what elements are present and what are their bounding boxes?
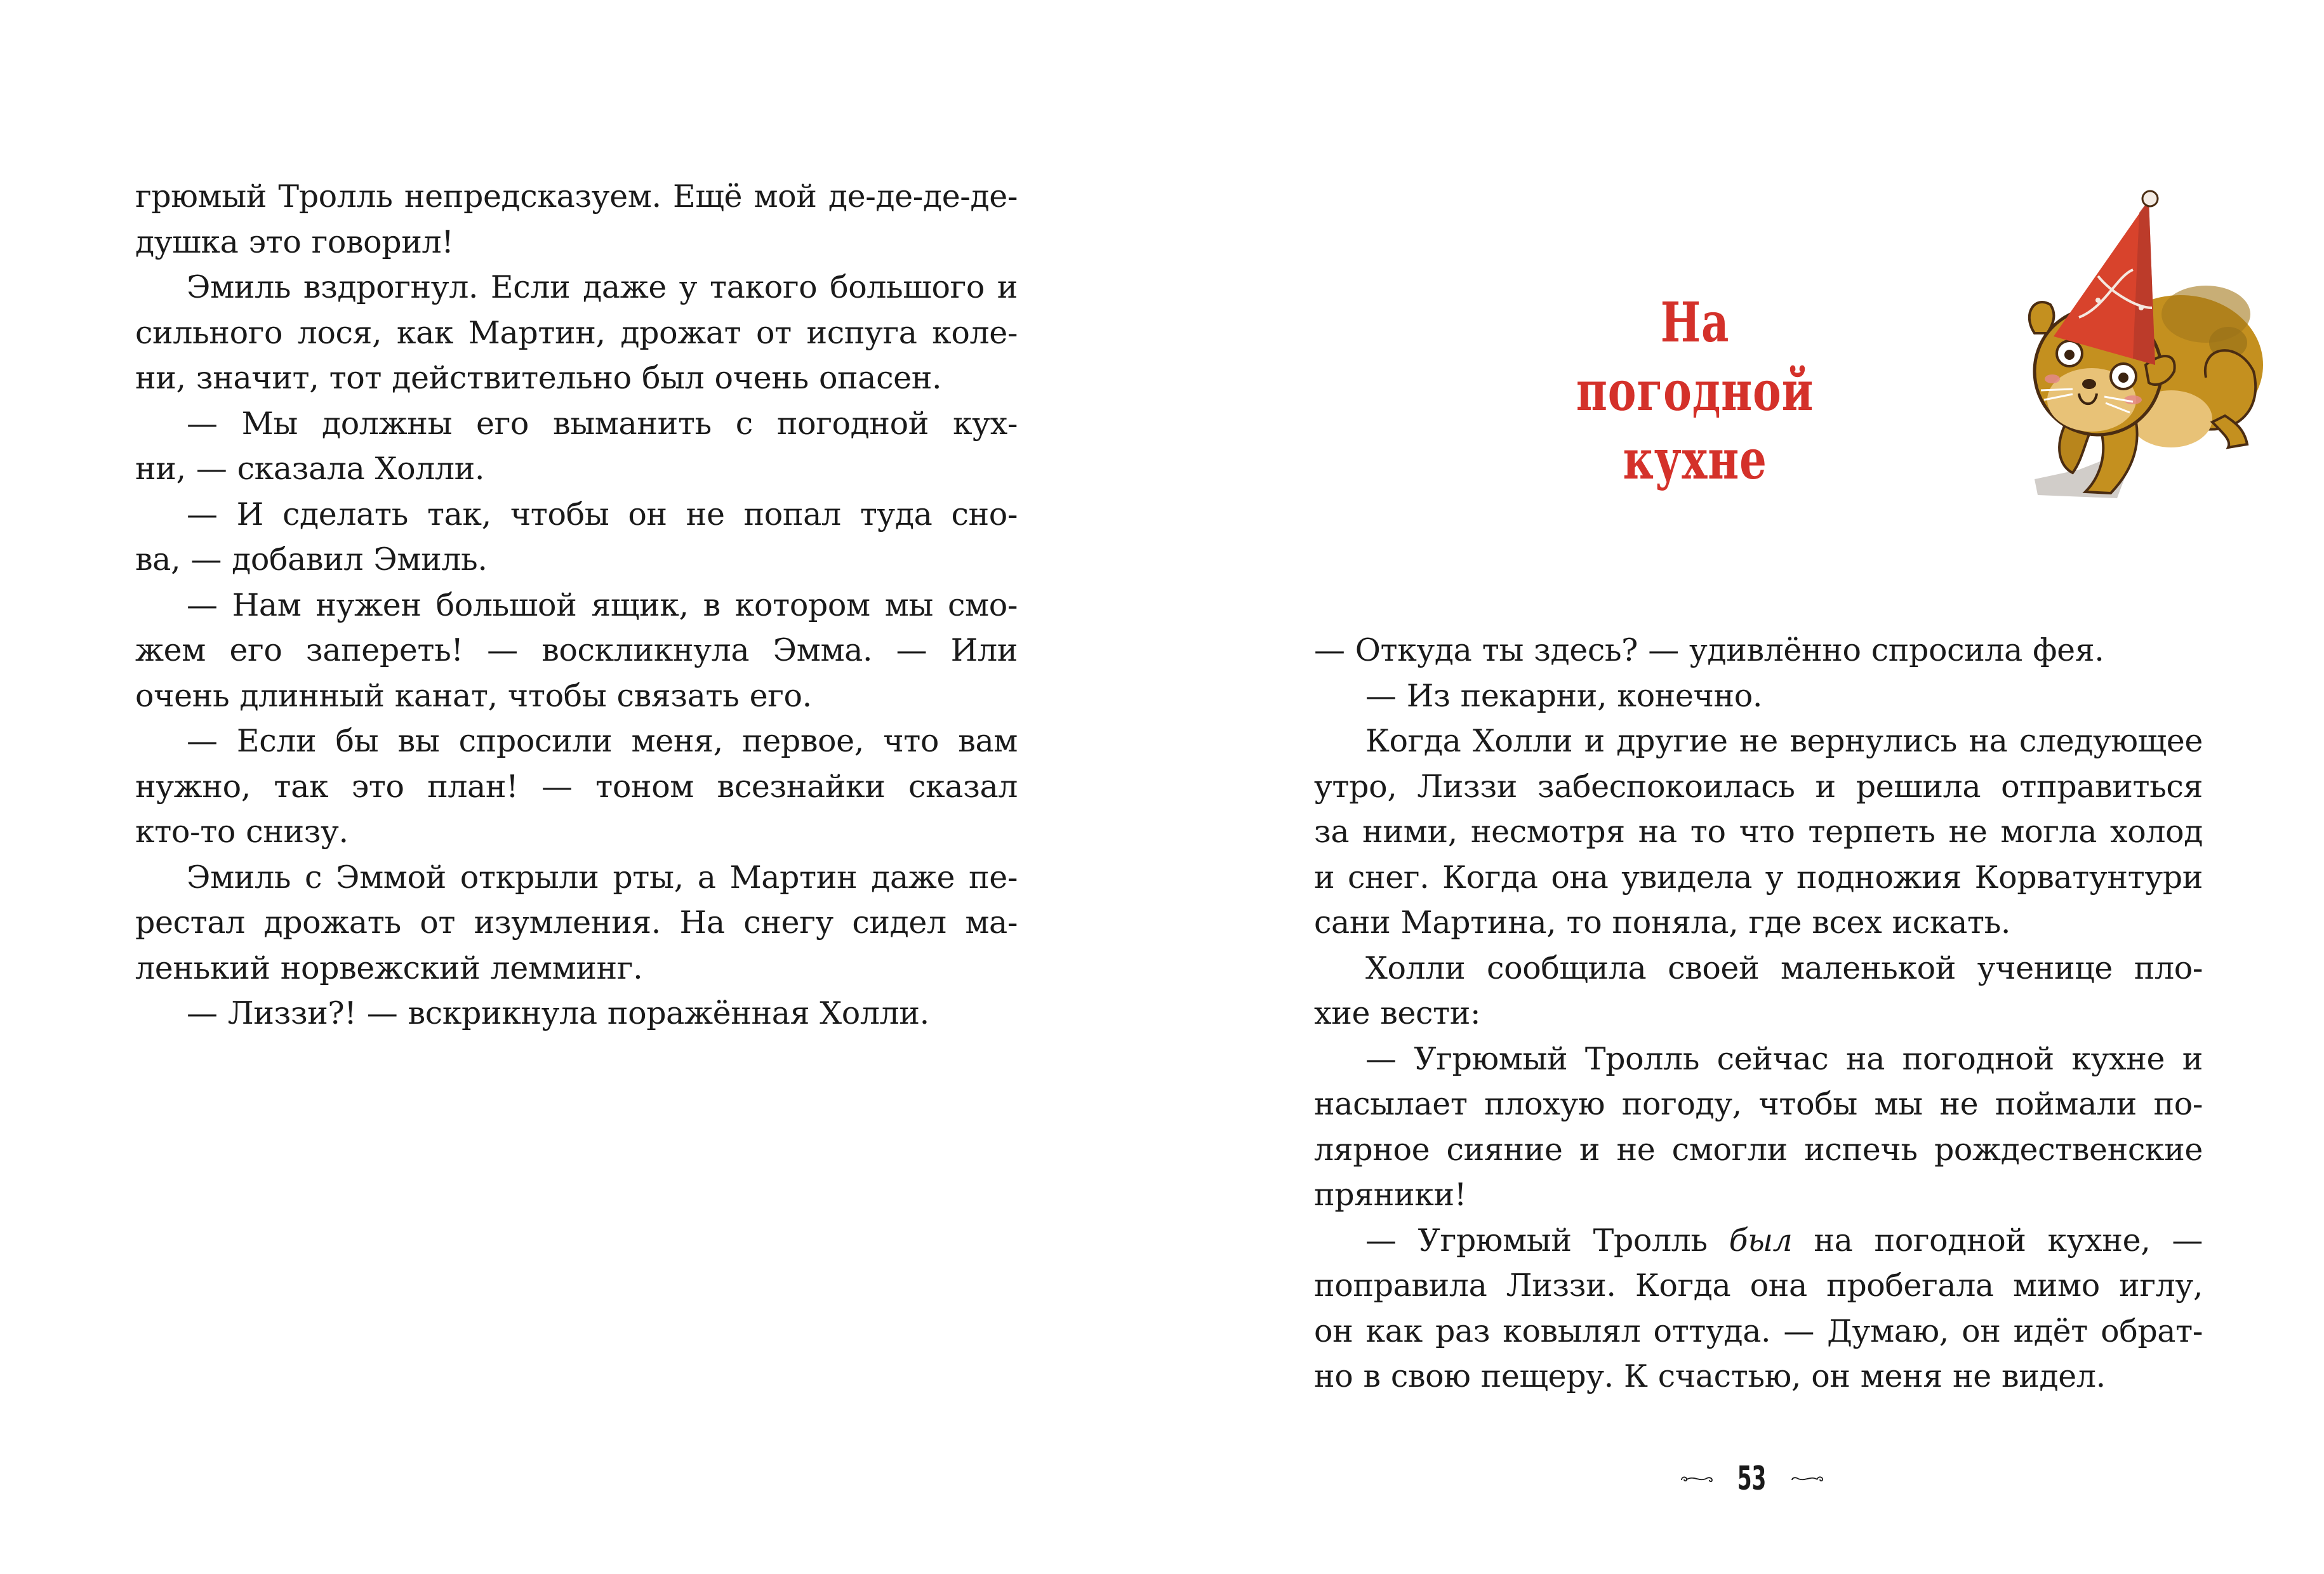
text-line: ленький норвежский лемминг. (135, 949, 643, 986)
chapter-title-line-2: кухне (1623, 428, 1767, 492)
line-segment: на погодной кухне, — (1792, 1222, 2203, 1259)
text-line (1314, 1218, 2203, 1264)
chapter-title-line-1: На погодной (1576, 291, 1814, 423)
text-line: поправила Лиззи. Когда она пробегала мимо иглу, (1314, 1267, 2203, 1304)
text-line: — Откуда ты здесь? — удивлённо спросила фея. (1314, 632, 2104, 668)
text-line: ни, — сказала Холли. (135, 451, 485, 487)
text-line: — Лиззи?! — вскрикнула поражённая Холли. (187, 995, 929, 1031)
text-line: за ними, несмотря на то что терпеть не могла холод (1314, 814, 2203, 850)
text-line: сани Мартина, то поняла, где всех искать. (1314, 904, 2011, 941)
text-line: ни, значит, тот действительно был очень опасен. (135, 360, 942, 396)
text-line: он как раз ковылял оттуда. — Думаю, он идёт обрат- (1314, 1313, 2203, 1349)
text-line: Холли сообщила своей маленькой ученице пло- (1365, 949, 2203, 986)
text-line: сильного лося, как Мартин, дрожат от испуга коле- (135, 314, 1018, 351)
lemming-illustration-icon (2009, 181, 2263, 505)
text-line: лярное сияние и не смогли испечь рождественские (1314, 1131, 2203, 1168)
text-line: Эмиль вздрогнул. Если даже у такого большого и (187, 269, 1018, 305)
emphasized-word: был (1729, 1222, 1793, 1259)
text-line: рестал дрожать от изумления. На снегу сидел ма- (135, 904, 1018, 941)
text-line: Когда Холли и другие не вернулись на следующее (1365, 723, 2203, 759)
right-page (1162, 0, 2324, 1574)
text-line: — Нам нужен большой ящик, в котором мы смо- (187, 586, 1018, 623)
text-line: но в свою пещеру. К счастью, он меня не видел. (1314, 1358, 2106, 1394)
text-line: — Если бы вы спросили меня, первое, что вам (187, 723, 1018, 759)
line-segment: — Угрюмый Тролль (1365, 1222, 1729, 1259)
page-footer (1679, 1460, 1825, 1498)
text-line: пряники! (1314, 1177, 1467, 1213)
text-line: ва, — добавил Эмиль. (135, 541, 488, 578)
page-number: 53 (1737, 1460, 1767, 1498)
flourish-left-icon (1679, 1472, 1715, 1485)
text-line: насылает плохую погоду, чтобы мы не поймали по- (1314, 1086, 2203, 1122)
text-line: — Мы должны его выманить с погодной кух- (187, 405, 1018, 442)
text-line: очень длинный канат, чтобы связать его. (135, 677, 812, 714)
flourish-right-icon (1789, 1472, 1825, 1485)
text-line: хие вести: (1314, 995, 1481, 1031)
text-line: утро, Лиззи забеспокоилась и решила отправиться (1314, 768, 2203, 805)
text-line: Эмиль с Эммой открыли рты, а Мартин даже пе- (187, 859, 1018, 896)
chapter-title (1557, 289, 1834, 494)
text-line: грюмый Тролль непредсказуем. Ещё мой де-де-де-де- (135, 178, 1018, 215)
text-line: нужно, так это план! — тоном всезнайки сказал (135, 768, 1018, 805)
text-line: жем его запереть! — воскликнула Эмма. — Или (135, 632, 1018, 668)
text-line: — И сделать так, чтобы он не попал туда сно- (187, 496, 1018, 532)
text-line: кто-то снизу. (135, 814, 349, 850)
right-page-body (1314, 628, 2203, 1399)
text-line: — Из пекарни, конечно. (1365, 677, 1763, 714)
text-line: — Угрюмый Тролль сейчас на погодной кухне и (1365, 1040, 2203, 1077)
text-line: душка это говорил! (135, 223, 454, 260)
left-page-body (135, 174, 1018, 1036)
text-line: и снег. Когда она увидела у подножия Корватунтури (1314, 859, 2203, 896)
